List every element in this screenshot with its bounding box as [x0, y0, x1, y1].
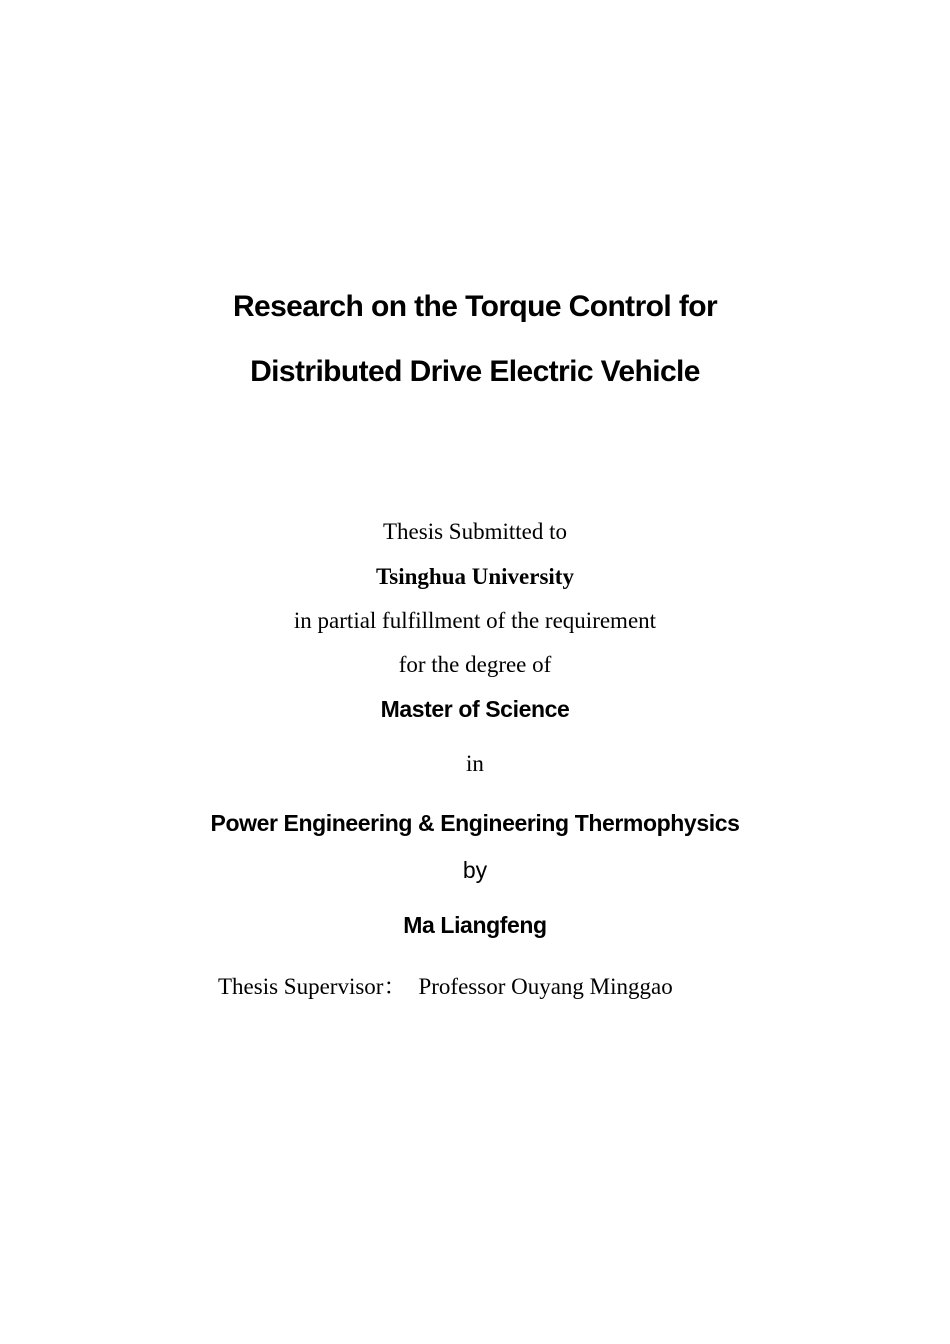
degree-name: Master of Science	[380, 696, 570, 722]
author-name: Ma Liangfeng	[403, 912, 547, 938]
in-text: in	[466, 751, 484, 776]
supervisor-label: Thesis Supervisor：	[218, 974, 407, 999]
field-of-study: Power Engineering & Engineering Thermophysics	[210, 810, 740, 836]
supervisor-name: Professor Ouyang Minggao	[418, 974, 673, 999]
degree-of-text: for the degree of	[398, 652, 552, 677]
partial-fulfillment-text: in partial fulfillment of the requirement	[293, 608, 657, 633]
by-text: by	[462, 857, 488, 883]
submitted-to-text: Thesis Submitted to	[383, 519, 567, 544]
supervisor-line	[218, 973, 673, 1001]
thesis-title-line-2: Distributed Drive Electric Vehicle	[250, 355, 700, 388]
university-name: Tsinghua University	[376, 564, 574, 589]
thesis-title-line-1: Research on the Torque Control for	[232, 290, 718, 323]
